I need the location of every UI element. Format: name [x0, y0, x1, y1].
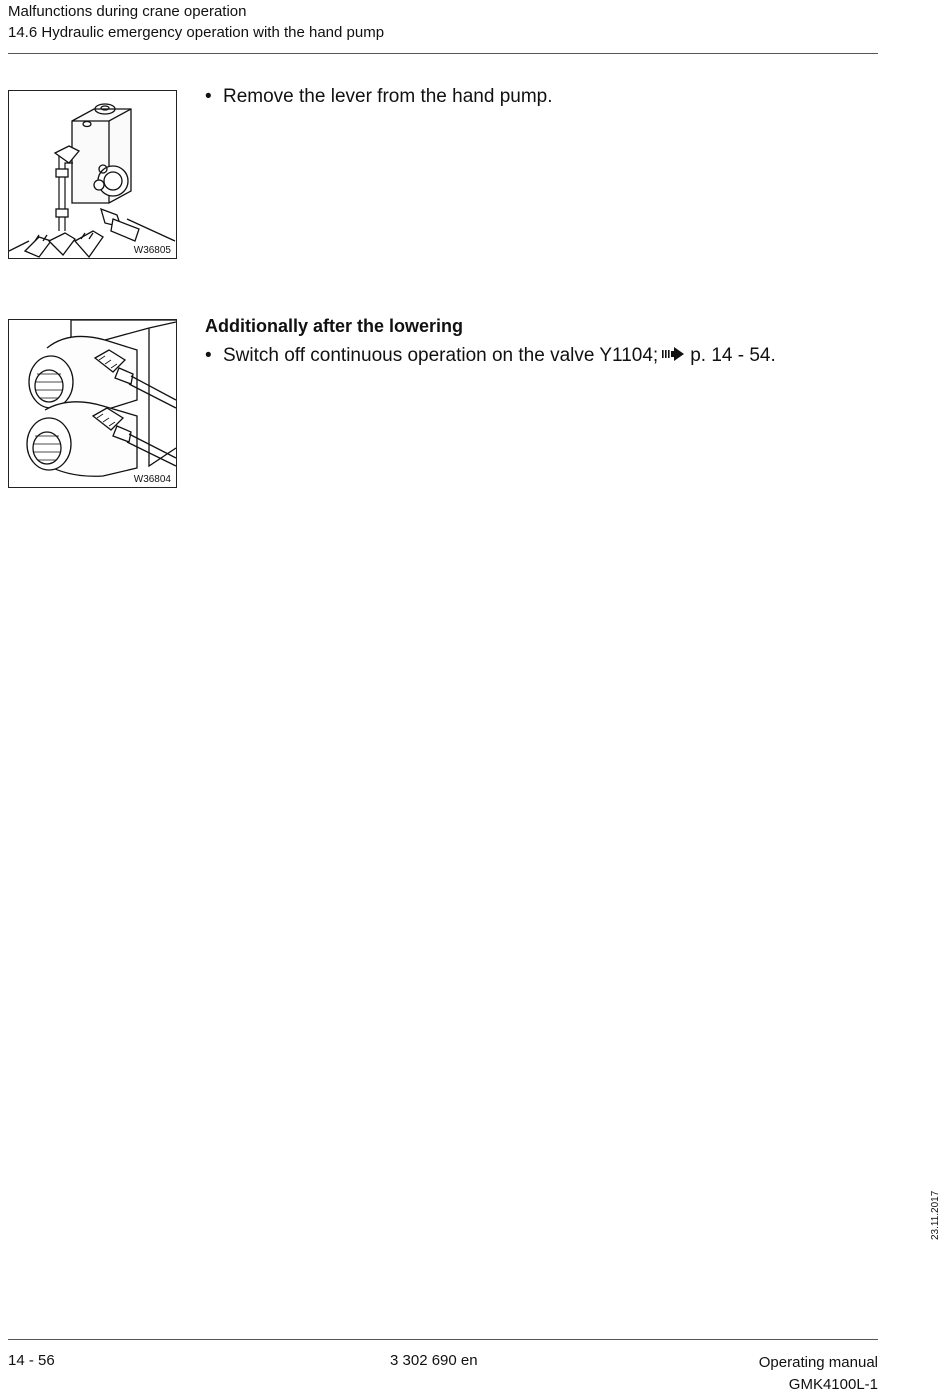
cross-reference-arrow-icon [662, 347, 684, 361]
footer-divider [8, 1339, 878, 1340]
figure-valve-y1104 [8, 319, 177, 488]
step-text: Switch off continuous operation on the valve Y1104; [223, 345, 659, 366]
bullet-icon: • [205, 345, 212, 366]
header-divider [8, 53, 878, 54]
revision-date: 23.11.2017 [930, 1190, 941, 1240]
figure-hand-pump [8, 90, 177, 259]
footer-document-number: 3 302 690 en [390, 1352, 478, 1369]
bullet-icon: • [205, 86, 212, 107]
footer-page-number: 14 - 56 [8, 1352, 55, 1369]
step-remove-lever [205, 86, 553, 108]
footer-manual-info [759, 1352, 878, 1396]
hand-pump-illustration [9, 91, 176, 258]
footer-model: GMK4100L-1 [788, 1376, 878, 1393]
figure-id: W36804 [133, 474, 171, 485]
step-switch-off [205, 345, 776, 367]
section-heading: Additionally after the lowering [205, 316, 464, 336]
step-text: Remove the lever from the hand pump. [223, 86, 553, 107]
figure-id: W36805 [133, 245, 171, 256]
footer-manual-title: Operating manual [758, 1354, 878, 1371]
header-chapter: Malfunctions during crane operation [8, 3, 247, 20]
valve-illustration [9, 320, 176, 487]
page-reference-link[interactable]: p. 14 - 54. [690, 345, 776, 366]
header-section: 14.6 Hydraulic emergency operation with the hand pump [8, 24, 385, 41]
